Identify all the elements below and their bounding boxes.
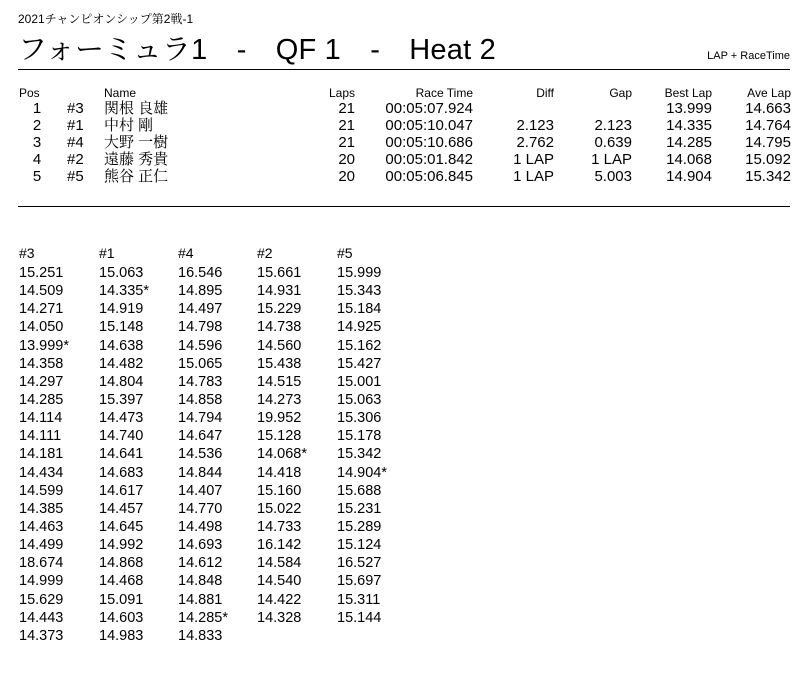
lap-time-cell: 14.328 xyxy=(257,609,302,626)
lap-time-cell: 14.457 xyxy=(99,500,144,517)
lap-time-cell: 15.306 xyxy=(337,410,382,427)
lap-time-cell: 15.063 xyxy=(337,391,382,408)
table-row xyxy=(0,168,800,185)
lap-time-cell: 14.858 xyxy=(178,391,223,408)
lap-time-cell: 15.311 xyxy=(337,591,381,608)
cell-race-time: 00:05:10.047 xyxy=(385,117,473,134)
lap-time-cell: 14.783 xyxy=(178,373,223,390)
cell-best-lap: 14.068 xyxy=(666,151,712,168)
lap-time-cell: 15.148 xyxy=(99,319,144,336)
lap-time-cell: 14.925 xyxy=(337,319,382,336)
cell-laps: 20 xyxy=(338,151,355,168)
lap-time-cell: 14.434 xyxy=(19,464,64,481)
lap-time-cell: 14.463 xyxy=(19,518,64,535)
lap-time-cell: 14.497 xyxy=(178,301,223,318)
table-row xyxy=(0,100,800,117)
cell-best-lap: 14.904 xyxy=(666,168,712,185)
lap-time-cell: 15.688 xyxy=(337,482,382,499)
lap-column xyxy=(19,264,69,645)
lap-time-cell: 14.271 xyxy=(19,301,64,318)
lap-time-cell: 15.999 xyxy=(337,265,382,281)
lap-time-cell: 14.617 xyxy=(99,482,144,499)
lap-time-cell: 15.231 xyxy=(337,500,382,517)
cell-race-time: 00:05:06.845 xyxy=(385,168,473,185)
table-row xyxy=(0,117,800,134)
lap-time-cell: 14.068* xyxy=(257,446,307,463)
lap-time-cell: 14.638 xyxy=(99,337,144,354)
cell-diff: 2.123 xyxy=(516,117,554,134)
cell-gap: 1 LAP xyxy=(591,151,632,168)
lap-time-cell: 14.881 xyxy=(178,591,223,608)
lap-column xyxy=(257,264,307,627)
lap-time-cell: 14.418 xyxy=(257,464,302,481)
lap-time-cell: 14.468 xyxy=(99,573,144,590)
lap-time-cell: 14.740 xyxy=(99,428,144,445)
cell-race-time: 00:05:10.686 xyxy=(385,134,473,151)
lap-time-cell: 14.373 xyxy=(19,627,64,644)
cell-race-time: 00:05:01.842 xyxy=(385,151,473,168)
lap-time-cell: 15.178 xyxy=(337,428,382,445)
cell-laps: 21 xyxy=(338,100,355,117)
cell-gap: 2.123 xyxy=(594,117,632,134)
lap-time-cell: 16.527 xyxy=(337,555,382,572)
cell-race-time: 00:05:07.924 xyxy=(385,100,473,117)
cell-name: 中村 剛 xyxy=(104,117,154,134)
event-subtitle: 2021チャンピオンシップ第2戦-1 xyxy=(18,12,194,26)
lap-time-cell: 14.422 xyxy=(257,591,302,608)
lap-time-cell: 14.498 xyxy=(178,518,223,535)
table-row xyxy=(0,134,800,151)
lap-time-cell: 15.229 xyxy=(257,301,302,318)
lap-time-cell: 14.848 xyxy=(178,573,223,590)
lap-time-cell: 14.983 xyxy=(99,627,144,644)
col-laps: Laps xyxy=(328,86,355,100)
cell-gap: 5.003 xyxy=(594,168,632,185)
cell-ave-lap: 14.663 xyxy=(745,100,791,117)
lap-time-cell: 19.952 xyxy=(257,410,302,427)
lap-time-cell: 14.992 xyxy=(99,537,144,554)
lap-time-cell: 16.142 xyxy=(257,537,302,554)
lap-time-cell: 14.693 xyxy=(178,537,223,554)
col-pos: Pos xyxy=(19,86,40,100)
lap-time-cell: 14.603 xyxy=(99,609,144,626)
cell-name: 遠藤 秀貴 xyxy=(104,151,169,168)
lap-time-cell: 14.114 xyxy=(19,410,63,427)
lap-time-cell: 14.273 xyxy=(257,391,302,408)
lap-time-cell: 14.804 xyxy=(99,373,144,390)
cell-best-lap: 14.335 xyxy=(666,117,712,134)
lap-time-cell: 14.645 xyxy=(99,518,144,535)
lap-time-cell: 14.647 xyxy=(178,428,223,445)
lap-time-cell: 14.443 xyxy=(19,609,64,626)
cell-num: #3 xyxy=(67,100,84,117)
lap-time-cell: 14.181 xyxy=(19,446,64,463)
lap-time-cell: 14.794 xyxy=(178,410,223,427)
lap-time-cell: 15.022 xyxy=(257,500,302,517)
lap-time-cell: 14.335* xyxy=(99,283,149,300)
lap-time-cell: 15.184 xyxy=(337,301,382,318)
lap-time-cell: 15.427 xyxy=(337,355,382,372)
lap-time-cell: 15.342 xyxy=(337,446,382,463)
lap-time-cell: 14.596 xyxy=(178,337,223,354)
col-race-time: Race Time xyxy=(415,86,473,100)
lap-column xyxy=(178,264,228,645)
lap-column-header: #1 xyxy=(99,245,115,261)
lap-time-cell: 14.733 xyxy=(257,518,302,535)
lap-time-cell: 14.482 xyxy=(99,355,144,372)
lap-time-cell: 14.536 xyxy=(178,446,223,463)
cell-num: #4 xyxy=(67,134,84,151)
cell-pos: 5 xyxy=(32,168,42,185)
lap-time-cell: 15.128 xyxy=(257,428,302,445)
lap-time-cell: 14.499 xyxy=(19,537,64,554)
lap-time-cell: 14.297 xyxy=(19,373,64,390)
lap-time-cell: 14.050 xyxy=(19,319,64,336)
cell-pos: 2 xyxy=(32,117,42,134)
lap-time-cell: 15.251 xyxy=(19,265,64,281)
col-name: Name xyxy=(104,86,137,100)
lap-time-cell: 14.509 xyxy=(19,283,64,300)
lap-column-header: #5 xyxy=(337,245,353,261)
cell-ave-lap: 15.342 xyxy=(745,168,791,185)
lap-column-header: #4 xyxy=(178,245,194,261)
lap-time-cell: 14.358 xyxy=(19,355,64,372)
lap-time-cell: 15.065 xyxy=(178,355,223,372)
cell-laps: 20 xyxy=(338,168,355,185)
lap-time-cell: 14.584 xyxy=(257,555,302,572)
lap-time-cell: 14.999 xyxy=(19,573,64,590)
cell-name: 熊谷 正仁 xyxy=(104,168,169,185)
col-gap: Gap xyxy=(609,86,632,100)
lap-time-cell: 14.599 xyxy=(19,482,64,499)
lap-time-cell: 14.385 xyxy=(19,500,64,517)
lap-time-cell: 14.285* xyxy=(178,609,228,626)
lap-time-cell: 14.683 xyxy=(99,464,144,481)
lap-time-cell: 14.798 xyxy=(178,319,223,336)
lap-time-cell: 14.407 xyxy=(178,482,223,499)
lap-time-cell: 15.629 xyxy=(19,591,64,608)
lap-column xyxy=(99,264,149,645)
cell-ave-lap: 15.092 xyxy=(745,151,791,168)
cell-pos: 4 xyxy=(32,151,42,168)
lap-time-cell: 15.160 xyxy=(257,482,302,499)
lap-time-cell: 14.111 xyxy=(19,428,62,445)
lap-column xyxy=(337,264,387,627)
cell-diff: 1 LAP xyxy=(513,151,554,168)
col-diff: Diff xyxy=(536,86,554,100)
results-divider xyxy=(18,206,790,207)
lap-time-cell: 14.931 xyxy=(257,283,302,300)
cell-num: #5 xyxy=(67,168,84,185)
lap-time-cell: 14.285 xyxy=(19,391,64,408)
lap-time-cell: 15.091 xyxy=(99,591,144,608)
cell-ave-lap: 14.764 xyxy=(745,117,791,134)
cell-laps: 21 xyxy=(338,134,355,151)
table-row xyxy=(0,151,800,168)
lap-time-cell: 14.904* xyxy=(337,464,387,481)
lap-time-cell: 14.770 xyxy=(178,500,223,517)
cell-laps: 21 xyxy=(338,117,355,134)
lap-time-cell: 15.397 xyxy=(99,391,144,408)
lap-column-header: #2 xyxy=(257,245,273,261)
lap-time-cell: 15.144 xyxy=(337,609,382,626)
header-divider xyxy=(18,69,790,70)
lap-time-cell: 14.515 xyxy=(257,373,302,390)
lap-time-cell: 14.612 xyxy=(178,555,223,572)
lap-time-cell: 14.833 xyxy=(178,627,223,644)
cell-best-lap: 14.285 xyxy=(666,134,712,151)
cell-name: 大野 一樹 xyxy=(104,134,169,151)
cell-num: #1 xyxy=(67,117,84,134)
cell-pos: 1 xyxy=(32,100,42,117)
lap-time-cell: 15.124 xyxy=(337,537,382,554)
lap-time-cell: 15.001 xyxy=(337,373,382,390)
cell-best-lap: 13.999 xyxy=(666,100,712,117)
cell-ave-lap: 14.795 xyxy=(745,134,791,151)
page-title: フォーミュラ1 - QF 1 - Heat 2 xyxy=(18,34,496,66)
lap-time-cell: 15.438 xyxy=(257,355,302,372)
lap-time-cell: 14.919 xyxy=(99,301,144,318)
cell-pos: 3 xyxy=(32,134,42,151)
cell-diff: 1 LAP xyxy=(513,168,554,185)
lap-time-cell: 18.674 xyxy=(19,555,64,572)
cell-gap: 0.639 xyxy=(594,134,632,151)
lap-time-cell: 15.063 xyxy=(99,265,144,281)
lap-time-cell: 14.560 xyxy=(257,337,302,354)
lap-time-cell: 14.844 xyxy=(178,464,223,481)
col-ave-lap: Ave Lap xyxy=(747,86,791,100)
lap-time-cell: 14.641 xyxy=(99,446,144,463)
mode-label: LAP + RaceTime xyxy=(707,50,790,62)
lap-time-cell: 15.661 xyxy=(257,265,302,281)
lap-time-cell: 16.546 xyxy=(178,265,223,281)
lap-time-cell: 15.697 xyxy=(337,573,382,590)
lap-time-cell: 14.540 xyxy=(257,573,302,590)
lap-time-cell: 14.868 xyxy=(99,555,144,572)
lap-time-cell: 15.289 xyxy=(337,518,382,535)
lap-time-cell: 14.738 xyxy=(257,319,302,336)
lap-time-cell: 13.999* xyxy=(19,337,69,354)
cell-name: 関根 良雄 xyxy=(104,100,169,117)
lap-time-cell: 15.162 xyxy=(337,337,382,354)
lap-column-header: #3 xyxy=(19,245,35,261)
cell-num: #2 xyxy=(67,151,84,168)
col-best-lap: Best Lap xyxy=(664,86,712,100)
cell-diff: 2.762 xyxy=(516,134,554,151)
lap-time-cell: 14.895 xyxy=(178,283,223,300)
lap-time-cell: 15.343 xyxy=(337,283,382,300)
lap-time-cell: 14.473 xyxy=(99,410,144,427)
